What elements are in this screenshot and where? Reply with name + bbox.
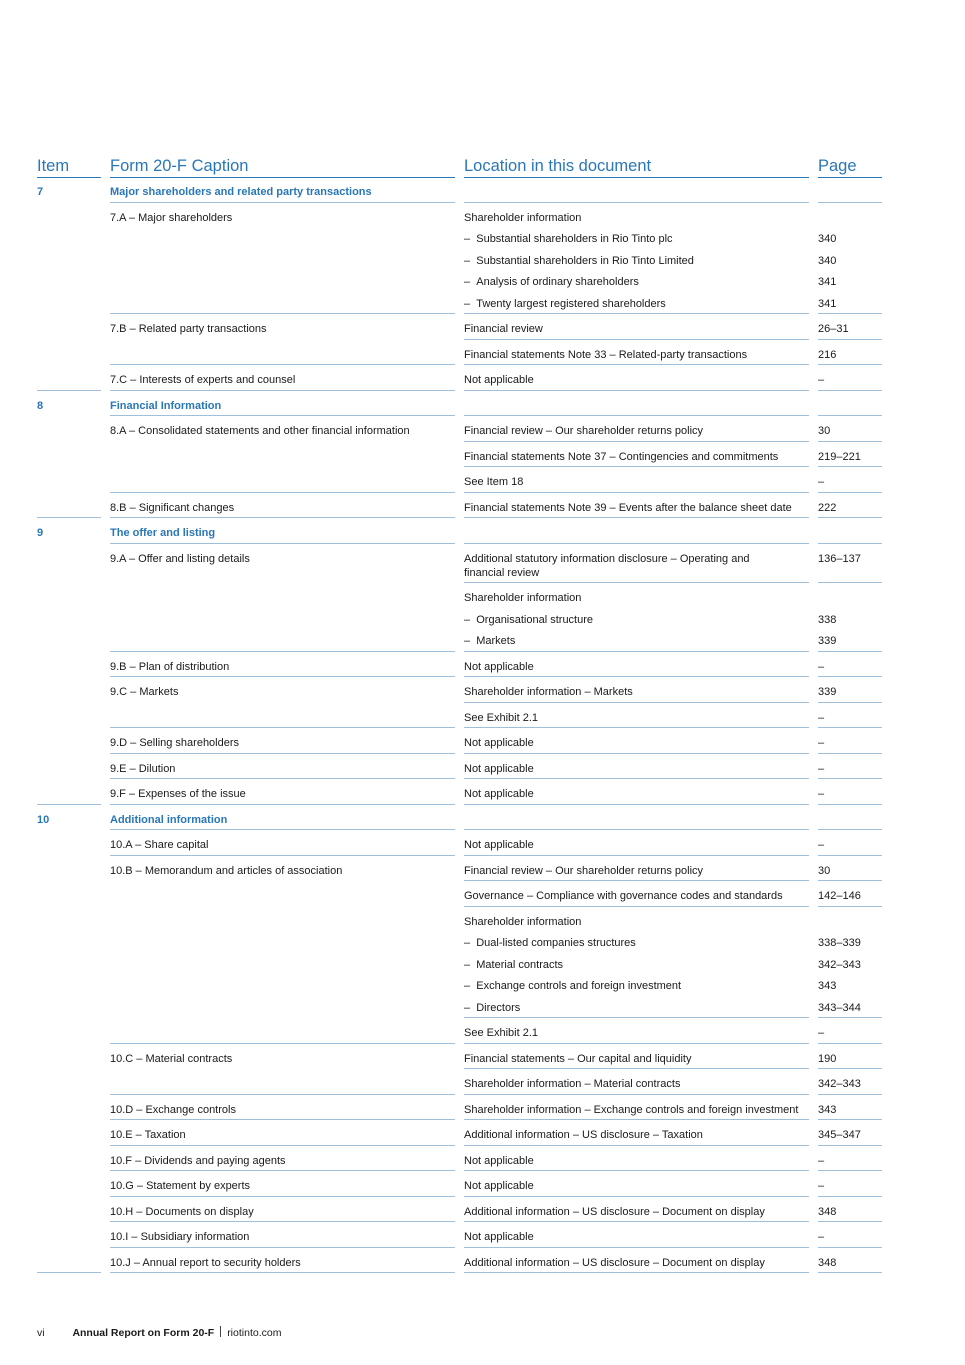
sub-page-cell: 342–343	[818, 958, 861, 971]
row-separator	[464, 1094, 809, 1095]
page-cell: 222	[818, 501, 837, 514]
row-separator	[464, 880, 809, 881]
page-cell: 136–137	[818, 552, 861, 565]
sub-location-item: – Twenty largest registered shareholders	[464, 297, 666, 311]
sub-page-cell: 340	[818, 254, 837, 267]
row-separator	[464, 441, 809, 442]
page-cell: 348	[818, 1256, 837, 1269]
row-separator	[464, 543, 809, 544]
row-separator	[464, 1170, 809, 1171]
row-separator	[818, 364, 882, 365]
page-cell: 342–343	[818, 1078, 861, 1090]
section-title: Additional information	[110, 813, 228, 826]
sub-location-item: – Markets	[464, 634, 515, 648]
caption-cell: 8.B – Significant changes	[110, 501, 235, 514]
row-separator	[464, 778, 809, 779]
caption-cell: 10.C – Material contracts	[110, 1052, 233, 1065]
row-separator	[110, 202, 455, 203]
row-separator	[818, 582, 882, 583]
row-separator	[818, 339, 882, 340]
row-separator	[464, 1145, 809, 1146]
row-separator	[818, 778, 882, 779]
row-separator	[818, 804, 882, 805]
row-separator	[464, 676, 809, 677]
item-number: 7	[37, 186, 44, 198]
row-separator	[110, 1247, 455, 1248]
row-separator	[110, 313, 455, 314]
location-cell: Shareholder information	[464, 211, 582, 224]
page-cell: –	[818, 660, 825, 673]
row-separator	[464, 829, 809, 830]
location-cell: Shareholder information	[464, 592, 582, 604]
page-cell: –	[818, 1154, 825, 1167]
row-separator	[464, 415, 809, 416]
page-cell: –	[818, 839, 825, 851]
row-separator	[110, 1119, 455, 1120]
location-cell: Additional information – US disclosure – Document on display	[464, 1256, 765, 1269]
section-title: Major shareholders and related party transactions	[110, 186, 372, 198]
page-cell: 219–221	[818, 450, 861, 463]
footer-page-number: vi	[37, 1327, 45, 1339]
row-separator	[818, 1145, 882, 1146]
row-separator	[464, 906, 809, 907]
row-separator	[464, 466, 809, 467]
row-separator	[110, 778, 455, 779]
sub-location-item: – Analysis of ordinary shareholders	[464, 275, 639, 289]
row-separator	[818, 676, 882, 677]
row-separator	[818, 415, 882, 416]
location-cell: Shareholder information – Exchange controls and foreign investment	[464, 1103, 799, 1116]
location-cell: Shareholder information – Markets	[464, 686, 633, 698]
row-separator	[110, 1094, 455, 1095]
row-separator	[818, 1221, 882, 1222]
row-separator	[110, 1043, 455, 1044]
page-cell: 30	[818, 425, 831, 437]
location-cell: Not applicable	[464, 839, 534, 851]
row-separator	[464, 804, 809, 805]
row-separator	[110, 1272, 455, 1273]
footer-title: Annual Report on Form 20-F	[72, 1327, 215, 1339]
location-cell: Not applicable	[464, 737, 534, 749]
row-separator	[818, 1119, 882, 1120]
row-separator	[110, 855, 455, 856]
caption-cell: 7.B – Related party transactions	[110, 323, 267, 335]
row-separator	[818, 492, 882, 493]
sub-page-cell: 338–339	[818, 937, 861, 949]
row-separator	[464, 727, 809, 728]
sub-location-item: – Substantial shareholders in Rio Tinto Limited	[464, 254, 694, 268]
row-separator	[110, 1221, 455, 1222]
row-separator	[818, 543, 882, 544]
location-cell: See Exhibit 2.1	[464, 711, 538, 724]
row-separator	[110, 364, 455, 365]
footer	[37, 1326, 281, 1340]
sub-location-item: – Exchange controls and foreign investment	[464, 979, 681, 993]
location-cell: Financial statements Note 39 – Events after the balance sheet date	[464, 501, 792, 514]
row-separator	[464, 364, 809, 365]
row-separator	[464, 492, 809, 493]
row-separator	[818, 651, 882, 652]
row-separator	[110, 804, 455, 805]
caption-cell: 10.A – Share capital	[110, 839, 209, 851]
row-separator	[818, 829, 882, 830]
sub-page-cell: 343	[818, 980, 837, 992]
location-cell: Shareholder information – Material contracts	[464, 1078, 681, 1090]
location-cell: Financial review	[464, 323, 543, 335]
location-cell: Governance – Compliance with governance codes and standards	[464, 890, 783, 902]
caption-cell: 9.B – Plan of distribution	[110, 660, 230, 673]
row-separator	[110, 753, 455, 754]
location-cell: Not applicable	[464, 374, 534, 386]
row-separator	[818, 313, 882, 314]
location-cell: Financial statements Note 33 – Related-party transactions	[464, 348, 748, 361]
item-separator	[37, 1272, 101, 1273]
caption-cell: 10.E – Taxation	[110, 1129, 186, 1141]
caption-cell: 10.D – Exchange controls	[110, 1103, 236, 1116]
row-separator	[818, 727, 882, 728]
sub-page-cell: 343–344	[818, 1001, 861, 1014]
sub-page-cell: 339	[818, 635, 837, 647]
row-separator	[818, 1170, 882, 1171]
row-separator	[110, 1170, 455, 1171]
caption-cell: 7.A – Major shareholders	[110, 211, 233, 224]
row-separator	[818, 1247, 882, 1248]
header-rule-item	[37, 177, 101, 178]
section-title: Financial Information	[110, 399, 222, 412]
row-separator	[818, 1196, 882, 1197]
location-cell: Financial review – Our shareholder returns policy	[464, 864, 704, 877]
location-cell: Financial review – Our shareholder returns policy	[464, 425, 704, 437]
page-cell: –	[818, 476, 825, 488]
sub-location-item: – Material contracts	[464, 958, 563, 972]
row-separator	[464, 1247, 809, 1248]
sub-page-cell: 341	[818, 297, 837, 310]
page-cell: 26–31	[818, 323, 849, 335]
row-separator	[464, 339, 809, 340]
row-separator	[110, 1145, 455, 1146]
caption-cell: 9.A – Offer and listing details	[110, 552, 250, 565]
item-separator	[37, 390, 101, 391]
location-cell: Financial statements Note 37 – Contingencies and commitments	[464, 450, 779, 463]
header-item: Item	[37, 157, 70, 175]
row-separator	[110, 1196, 455, 1197]
page-cell: –	[818, 1180, 825, 1192]
page-cell: –	[818, 711, 825, 724]
page-cell: –	[818, 1027, 825, 1039]
row-separator	[464, 1196, 809, 1197]
row-separator	[110, 829, 455, 830]
header-rule-page	[818, 177, 882, 178]
row-separator	[464, 313, 809, 314]
caption-cell: 9.D – Selling shareholders	[110, 737, 240, 749]
footer-site: riotinto.com	[227, 1327, 282, 1339]
caption-cell: 8.A – Consolidated statements and other financial information	[110, 425, 410, 437]
row-separator	[464, 855, 809, 856]
page-cell: 339	[818, 686, 837, 698]
page-cell: –	[818, 737, 825, 749]
row-separator	[818, 390, 882, 391]
location-cell: Financial statements – Our capital and liquidity	[464, 1052, 692, 1065]
row-separator	[818, 1017, 882, 1018]
page-cell: –	[818, 788, 825, 800]
row-separator	[818, 466, 882, 467]
sub-page-cell: 341	[818, 276, 837, 288]
row-separator	[464, 1221, 809, 1222]
caption-cell: 7.C – Interests of experts and counsel	[110, 374, 296, 386]
item-number: 9	[37, 527, 44, 539]
sub-location-item: – Dual-listed companies structures	[464, 936, 636, 950]
location-cell: Shareholder information	[464, 915, 582, 928]
location-cell: See Item 18	[464, 476, 524, 488]
sub-location-item: – Directors	[464, 1001, 520, 1015]
header-page: Page	[818, 157, 857, 175]
location-cell: Not applicable	[464, 762, 534, 775]
caption-cell: 9.C – Markets	[110, 686, 179, 698]
row-separator	[818, 1043, 882, 1044]
section-title: The offer and listing	[110, 527, 216, 539]
location-cell: Additional information – US disclosure – Document on display	[464, 1205, 765, 1218]
row-separator	[464, 1068, 809, 1069]
caption-cell: 10.H – Documents on display	[110, 1205, 254, 1218]
location-cell-cont: financial review	[464, 566, 540, 579]
row-separator	[464, 702, 809, 703]
row-separator	[110, 415, 455, 416]
caption-cell: 10.F – Dividends and paying agents	[110, 1154, 286, 1167]
row-separator	[818, 441, 882, 442]
item-separator	[37, 517, 101, 518]
row-separator	[110, 390, 455, 391]
row-separator	[464, 582, 809, 583]
item-number: 10	[37, 813, 50, 826]
row-separator	[818, 1272, 882, 1273]
row-separator	[110, 517, 455, 518]
location-cell: See Exhibit 2.1	[464, 1027, 538, 1039]
caption-cell: 10.I – Subsidiary information	[110, 1231, 250, 1243]
caption-cell: 10.B – Memorandum and articles of association	[110, 864, 343, 877]
sub-page-cell: 340	[818, 233, 837, 245]
row-separator	[110, 492, 455, 493]
row-separator	[818, 1068, 882, 1069]
page-cell: 348	[818, 1205, 837, 1218]
sub-location-item: – Substantial shareholders in Rio Tinto plc	[464, 232, 673, 246]
location-cell: Not applicable	[464, 1231, 534, 1243]
row-separator	[818, 906, 882, 907]
page-cell: 30	[818, 864, 831, 877]
caption-cell: 10.G – Statement by experts	[110, 1180, 251, 1192]
row-separator	[110, 676, 455, 677]
location-cell: Additional statutory information disclosure – Operating and	[464, 552, 750, 565]
row-separator	[818, 1094, 882, 1095]
caption-cell: 10.J – Annual report to security holders	[110, 1256, 301, 1269]
row-separator	[818, 517, 882, 518]
item-separator	[37, 804, 101, 805]
row-separator	[110, 727, 455, 728]
row-separator	[464, 1043, 809, 1044]
row-separator	[818, 880, 882, 881]
caption-cell: 9.F – Expenses of the issue	[110, 788, 246, 800]
row-separator	[110, 651, 455, 652]
row-separator	[818, 855, 882, 856]
row-separator	[464, 1119, 809, 1120]
row-separator	[110, 543, 455, 544]
location-cell: Not applicable	[464, 788, 534, 800]
page-cell: 216	[818, 348, 837, 361]
page-cell: 345–347	[818, 1129, 861, 1141]
page-cell: –	[818, 1231, 825, 1243]
page-cell: 190	[818, 1052, 837, 1065]
header-rule-location	[464, 177, 809, 178]
row-separator	[464, 1017, 809, 1018]
location-cell: Additional information – US disclosure – Taxation	[464, 1129, 703, 1141]
item-number: 8	[37, 399, 44, 412]
header-caption: Form 20-F Caption	[110, 157, 249, 175]
page-cell: 142–146	[818, 890, 861, 902]
row-separator	[818, 202, 882, 203]
row-separator	[818, 753, 882, 754]
sub-location-item: – Organisational structure	[464, 613, 593, 627]
row-separator	[464, 753, 809, 754]
header-location: Location in this document	[464, 157, 652, 175]
page-cell: –	[818, 374, 825, 386]
row-separator	[818, 702, 882, 703]
row-separator	[464, 390, 809, 391]
page-cell: –	[818, 762, 825, 775]
location-cell: Not applicable	[464, 660, 534, 673]
row-separator	[464, 1272, 809, 1273]
page-cell: 343	[818, 1103, 837, 1116]
header-rule-caption	[110, 177, 455, 178]
caption-cell: 9.E – Dilution	[110, 762, 176, 775]
row-separator	[464, 517, 809, 518]
location-cell: Not applicable	[464, 1180, 534, 1192]
sub-page-cell: 338	[818, 613, 837, 626]
location-cell: Not applicable	[464, 1154, 534, 1167]
row-separator	[464, 651, 809, 652]
row-separator	[464, 202, 809, 203]
